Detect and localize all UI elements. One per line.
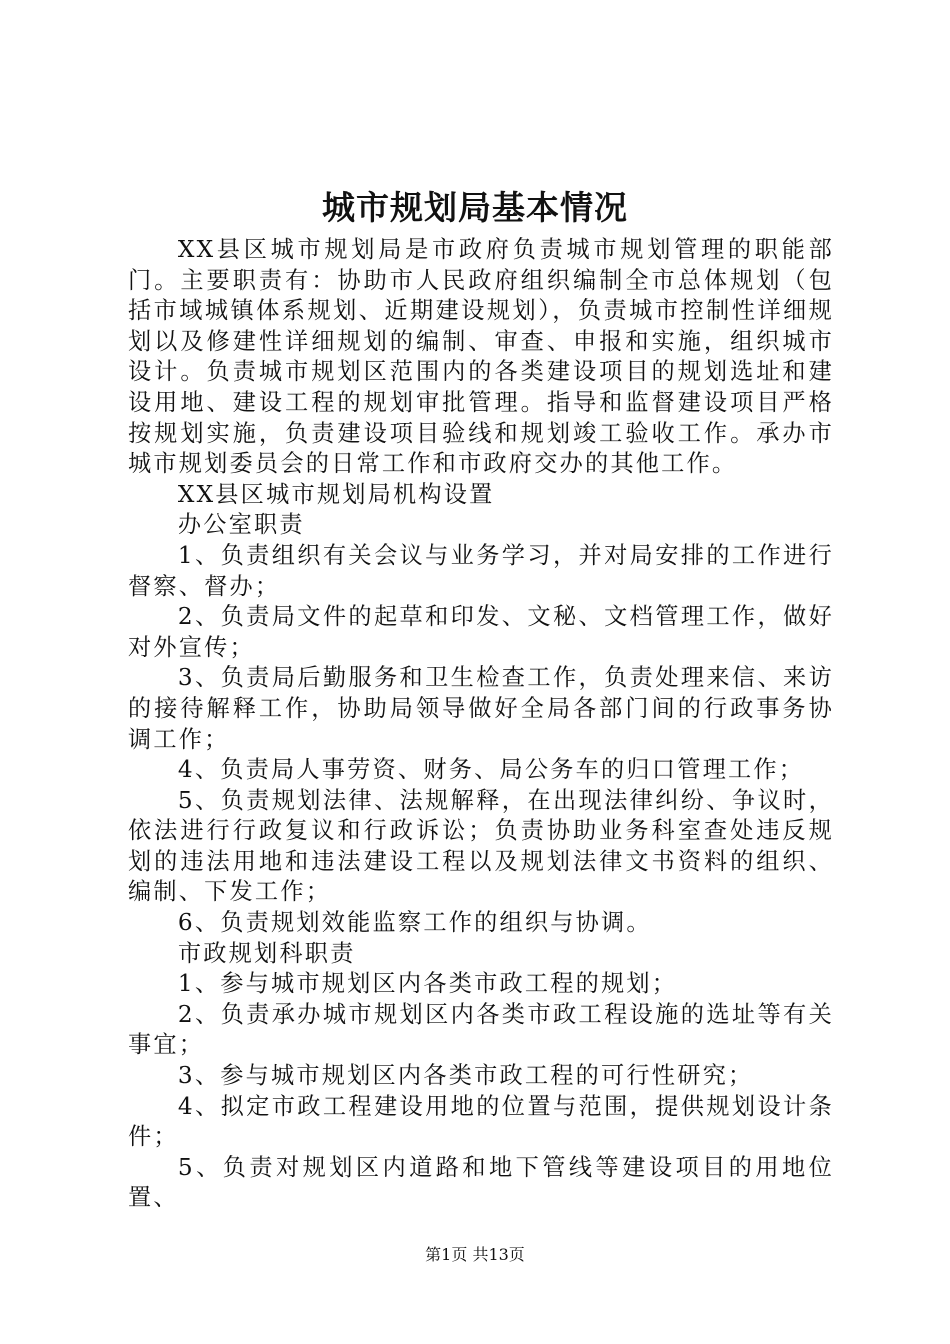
paragraph-municipal-item-2: 2、负责承办城市规划区内各类市政工程设施的选址等有关事宜；: [128, 1000, 834, 1059]
paragraph-intro: XX县区城市规划局是市政府负责城市规划管理的职能部门。主要职责有：协助市人民政府组织编制全市总体规划（包括市域城镇体系规划、近期建设规划），负责城市控制性详细规划以及修建性详细规划的编制、审查、申报和实施，组织城市设计。负责城市规划区范围内的各类建设项目的规划选址和建设用地、建设工程的规划审批管理。指导和监督建设项目严格按规划实施，负责建设项目验线和规划竣工验收工作。承办市城市规划委员会的日常工作和市政府交办的其他工作。: [128, 236, 834, 478]
paragraph-office-item-1: 1、负责组织有关会议与业务学习，并对局安排的工作进行督察、督办；: [128, 541, 834, 600]
paragraph-municipal-item-3: 3、参与城市规划区内各类市政工程的可行性研究；: [177, 1062, 754, 1090]
paragraph-municipal-item-4: 4、拟定市政工程建设用地的位置与范围，提供规划设计条件；: [128, 1092, 834, 1151]
paragraph-municipal-item-5: 5、负责对规划区内道路和地下管线等建设项目的用地位置、: [128, 1153, 834, 1212]
paragraph-office-item-4: 4、负责局人事劳资、财务、局公务车的归口管理工作；: [177, 756, 805, 784]
paragraph-office-heading: 办公室职责: [177, 511, 305, 539]
document-body: [128, 235, 834, 1214]
page-footer: 第1页 共13页: [425, 1245, 525, 1264]
paragraph-office-item-5: 5、负责规划法律、法规解释，在出现法律纠纷、争议时，依法进行行政复议和行政诉讼；负责协助业务科室查处违反规划的违法用地和违法建设工程以及规划法律文书资料的组织、编制、下发工作；: [128, 786, 834, 906]
paragraph-office-item-3: 3、负责局后勤服务和卫生检查工作，负责处理来信、来访的接待解释工作，协助局领导做好全局各部门间的行政事务协调工作；: [128, 664, 834, 753]
paragraph-org-heading: XX县区城市规划局机构设置: [177, 480, 495, 508]
document-title: 城市规划局基本情况: [322, 188, 628, 227]
paragraph-office-item-2: 2、负责局文件的起草和印发、文秘、文档管理工作，做好对外宣传；: [128, 603, 834, 661]
paragraph-municipal-item-1: 1、参与城市规划区内各类市政工程的规划；: [177, 970, 678, 998]
paragraph-municipal-heading: 市政规划科职责: [177, 939, 356, 967]
paragraph-office-item-6: 6、负责规划效能监察工作的组织与协调。: [177, 909, 652, 937]
